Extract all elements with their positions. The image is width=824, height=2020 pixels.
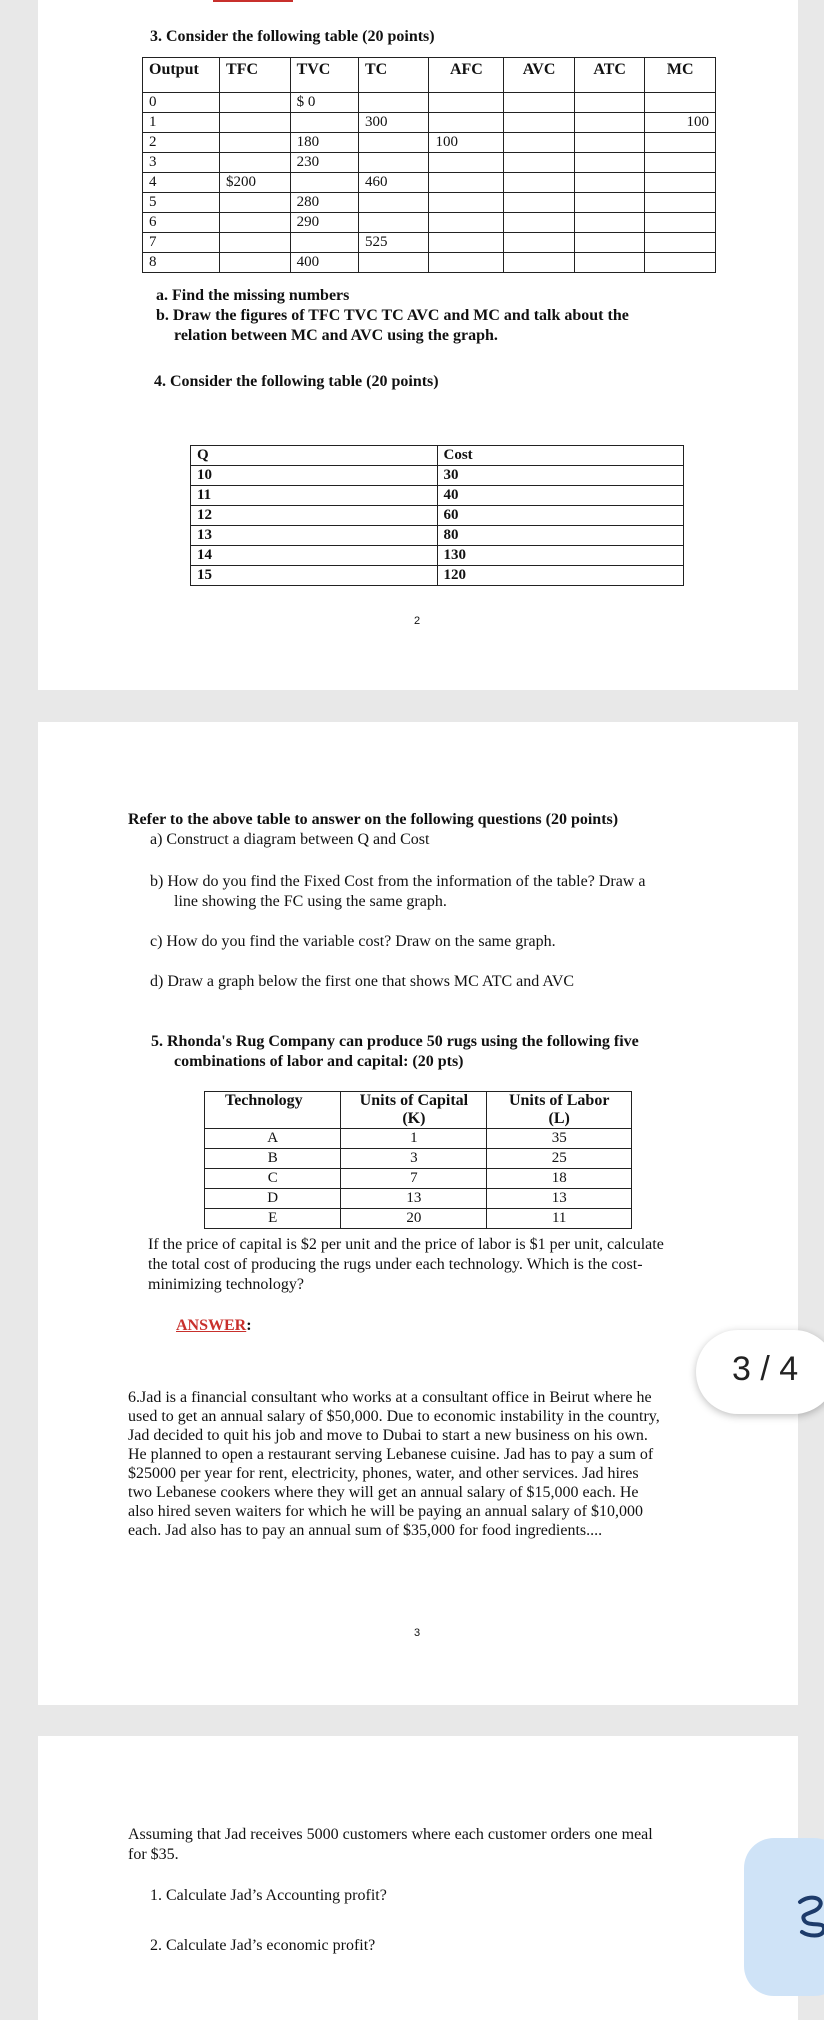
document-page-1 — [38, 0, 798, 690]
header-tfc: TFC — [220, 58, 291, 93]
table-cell: 11 — [487, 1209, 632, 1229]
table-cell — [358, 153, 429, 173]
table-cell — [574, 153, 645, 173]
table-cell: 13 — [487, 1189, 632, 1209]
table-cell — [574, 113, 645, 133]
table-cell: 35 — [487, 1129, 632, 1149]
table-cell: 11 — [191, 486, 438, 506]
header-afc: AFC — [429, 58, 504, 93]
page3-line2: for $35. — [128, 1846, 179, 1863]
table-row — [143, 233, 716, 253]
answer-heading — [176, 1316, 252, 1335]
table-header-row — [143, 58, 716, 93]
table-cell: 40 — [437, 486, 684, 506]
table-cell — [645, 253, 716, 273]
header-technology — [205, 1092, 341, 1129]
table-row — [143, 133, 716, 153]
table-cell: 300 — [358, 113, 429, 133]
table-cell: 20 — [341, 1209, 487, 1229]
q5-title-line1: 5. Rhonda's Rug Company can produce 50 rugs using the following five — [151, 1033, 639, 1050]
header-capital-label: Units of Capital — [359, 1092, 469, 1109]
header-q: Q — [191, 446, 438, 466]
refer-item-a: a) Construct a diagram between Q and Cost — [150, 831, 430, 848]
table-cell: 13 — [191, 526, 438, 546]
refer-title: Refer to the above table to answer on the following questions (20 points) — [128, 811, 619, 828]
table-cell — [574, 253, 645, 273]
table-cell — [574, 173, 645, 193]
table-cell: 400 — [290, 253, 358, 273]
table-cell — [504, 253, 575, 273]
document-page-2 — [38, 722, 798, 1705]
table-cell: D — [205, 1189, 341, 1209]
q5-after-line2: the total cost of producing the rugs under each technology. Which is the cost- — [148, 1256, 643, 1273]
annotate-button[interactable] — [744, 1838, 824, 1996]
table-cell: 0 — [143, 93, 220, 113]
header-avc: AVC — [504, 58, 575, 93]
refer-item-c: c) How do you find the variable cost? Draw on the same graph. — [150, 933, 556, 950]
q4-title: 4. Consider the following table (20 points) — [154, 373, 439, 390]
paragraph-line: each. Jad also has to pay an annual sum of $35,000 for food ingredients.... — [128, 1522, 603, 1539]
header-labor — [487, 1092, 632, 1129]
table-cell: 2 — [143, 133, 220, 153]
table-cell — [220, 233, 291, 253]
table-cell — [290, 173, 358, 193]
table-cell: 120 — [437, 566, 684, 586]
table-cell: 7 — [143, 233, 220, 253]
table-cell: C — [205, 1169, 341, 1189]
table-row — [143, 113, 716, 133]
table-cell — [220, 193, 291, 213]
table-cell — [504, 93, 575, 113]
paragraph-line: $25000 per year for rent, electricity, phones, water, and other services. Jad hires — [128, 1465, 639, 1482]
table-cell: 230 — [290, 153, 358, 173]
table-cell: 6 — [143, 213, 220, 233]
table-cell — [220, 93, 291, 113]
table-cell: A — [205, 1129, 341, 1149]
header-labor-unit: (L) — [548, 1110, 570, 1127]
table-cell: 4 — [143, 173, 220, 193]
table-cell: 8 — [143, 253, 220, 273]
table-cell: 18 — [487, 1169, 632, 1189]
header-capital — [341, 1092, 487, 1129]
header-mc: MC — [645, 58, 716, 93]
refer-item-b-line2: line showing the FC using the same graph. — [174, 893, 447, 910]
table-header-row — [191, 446, 684, 466]
table-cell — [574, 233, 645, 253]
paragraph-line: also hired seven waiters for which he will be paying an annual salary of $10,000 — [128, 1503, 643, 1520]
table-cell — [220, 253, 291, 273]
paragraph-line: 6.Jad is a financial consultant who works at a consultant office in Beirut where he — [128, 1389, 652, 1406]
table-cell: 80 — [437, 526, 684, 546]
table-cell: 30 — [437, 466, 684, 486]
table-cell — [645, 173, 716, 193]
header-cost: Cost — [437, 446, 684, 466]
answer-colon: : — [246, 1317, 252, 1334]
table-row — [191, 486, 684, 506]
table-cell — [645, 133, 716, 153]
table-row — [143, 213, 716, 233]
paragraph-line: two Lebanese cookers where they will get an annual salary of $15,000 each. He — [128, 1484, 639, 1501]
table-cell — [645, 193, 716, 213]
q5-after-line3: minimizing technology? — [148, 1276, 304, 1293]
paragraph-line: used to get an annual salary of $50,000. Due to economic instability in the country, — [128, 1408, 660, 1425]
table-cell — [220, 133, 291, 153]
table-cell — [645, 153, 716, 173]
answer-label: ANSWER — [176, 1317, 247, 1334]
table-cell — [504, 233, 575, 253]
table-cell: $ 0 — [290, 93, 358, 113]
table-cell: 100 — [645, 113, 716, 133]
table-cell — [504, 113, 575, 133]
header-labor-label: Units of Labor — [508, 1092, 610, 1109]
table-cell — [574, 213, 645, 233]
table-cell: B — [205, 1149, 341, 1169]
refer-item-b-line1: b) How do you find the Fixed Cost from the information of the table? Draw a — [150, 873, 646, 890]
page-number: 3 — [414, 1627, 421, 1639]
table-cell — [358, 133, 429, 153]
table-cell — [504, 133, 575, 153]
table-cell — [220, 113, 291, 133]
table-row — [205, 1129, 632, 1149]
q3-item-b-line2: relation between MC and AVC using the graph. — [174, 327, 498, 344]
table-cell — [358, 213, 429, 233]
table-cell: 12 — [191, 506, 438, 526]
q4-q-cost-table — [190, 445, 684, 586]
table-cell: 525 — [358, 233, 429, 253]
table-cell — [429, 153, 504, 173]
page3-line1: Assuming that Jad receives 5000 customers where each customer orders one meal — [128, 1826, 653, 1843]
table-cell: 13 — [341, 1189, 487, 1209]
header-atc: ATC — [574, 58, 645, 93]
header-technology-label: Technology — [225, 1092, 303, 1109]
table-cell — [504, 153, 575, 173]
table-cell: 130 — [437, 546, 684, 566]
header-output: Output — [143, 58, 220, 93]
table-row — [205, 1149, 632, 1169]
table-cell — [429, 113, 504, 133]
table-cell: 5 — [143, 193, 220, 213]
table-cell — [429, 193, 504, 213]
table-cell — [645, 93, 716, 113]
table-cell — [645, 233, 716, 253]
q3-item-a: a. Find the missing numbers — [156, 287, 350, 304]
table-cell — [645, 213, 716, 233]
table-row — [205, 1189, 632, 1209]
q3-title: 3. Consider the following table (20 points) — [150, 28, 435, 45]
table-cell — [290, 233, 358, 253]
table-cell — [220, 153, 291, 173]
table-cell — [574, 133, 645, 153]
table-cell: E — [205, 1209, 341, 1229]
table-row — [143, 93, 716, 113]
q3-cost-table — [142, 57, 716, 273]
q5-after-line1: If the price of capital is $2 per unit and the price of labor is $1 per unit, calculate — [148, 1236, 664, 1253]
table-row — [143, 193, 716, 213]
table-cell — [429, 93, 504, 113]
table-cell: 7 — [341, 1169, 487, 1189]
document-page-3 — [38, 1736, 798, 2020]
page3-question-1: 1. Calculate Jad’s Accounting profit? — [150, 1887, 387, 1904]
table-cell — [504, 193, 575, 213]
table-header-row — [205, 1092, 632, 1129]
q5-technology-table — [204, 1091, 632, 1229]
q3-item-b-line1: b. Draw the figures of TFC TVC TC AVC and MC and talk about the — [156, 307, 629, 324]
table-row — [191, 526, 684, 546]
pen-icon — [792, 1892, 824, 1942]
table-cell: 10 — [191, 466, 438, 486]
table-cell — [429, 253, 504, 273]
refer-item-d: d) Draw a graph below the first one that shows MC ATC and AVC — [150, 973, 575, 990]
table-row — [191, 546, 684, 566]
page-number: 2 — [414, 615, 421, 627]
table-cell: 14 — [191, 546, 438, 566]
paragraph-line: He planned to open a restaurant serving Lebanese cuisine. Jad has to pay a sum of — [128, 1446, 654, 1463]
page3-question-2: 2. Calculate Jad’s economic profit? — [150, 1937, 376, 1954]
header-tc: TC — [358, 58, 429, 93]
table-cell — [429, 173, 504, 193]
q6-paragraph — [128, 1388, 748, 1540]
table-cell: 180 — [290, 133, 358, 153]
table-row — [191, 506, 684, 526]
header-tvc: TVC — [290, 58, 358, 93]
table-cell — [574, 93, 645, 113]
table-cell: 280 — [290, 193, 358, 213]
table-row — [143, 153, 716, 173]
table-cell — [290, 113, 358, 133]
table-cell: $200 — [220, 173, 291, 193]
table-row — [143, 253, 716, 273]
table-cell: 15 — [191, 566, 438, 586]
table-cell: 60 — [437, 506, 684, 526]
table-cell: 290 — [290, 213, 358, 233]
table-cell — [358, 93, 429, 113]
table-row — [143, 173, 716, 193]
table-row — [205, 1209, 632, 1229]
table-cell: 1 — [143, 113, 220, 133]
header-capital-unit: (K) — [402, 1110, 426, 1127]
table-row — [191, 466, 684, 486]
table-cell — [504, 173, 575, 193]
table-cell: 3 — [143, 153, 220, 173]
table-cell: 3 — [341, 1149, 487, 1169]
paragraph-line: Jad decided to quit his job and move to Dubai to start a new business on his own. — [128, 1427, 648, 1444]
page-top-rule — [213, 0, 293, 2]
table-cell — [429, 213, 504, 233]
table-cell — [220, 213, 291, 233]
table-cell — [358, 253, 429, 273]
table-cell — [504, 213, 575, 233]
table-cell: 25 — [487, 1149, 632, 1169]
table-cell — [574, 193, 645, 213]
page-indicator — [696, 1330, 824, 1414]
page-indicator-label: 3 / 4 — [732, 1350, 799, 1388]
table-cell: 1 — [341, 1129, 487, 1149]
q5-title-line2: combinations of labor and capital: (20 pts) — [174, 1053, 464, 1070]
table-cell: 460 — [358, 173, 429, 193]
table-cell — [429, 233, 504, 253]
table-row — [191, 566, 684, 586]
table-cell — [358, 193, 429, 213]
table-row — [205, 1169, 632, 1189]
table-cell: 100 — [429, 133, 504, 153]
